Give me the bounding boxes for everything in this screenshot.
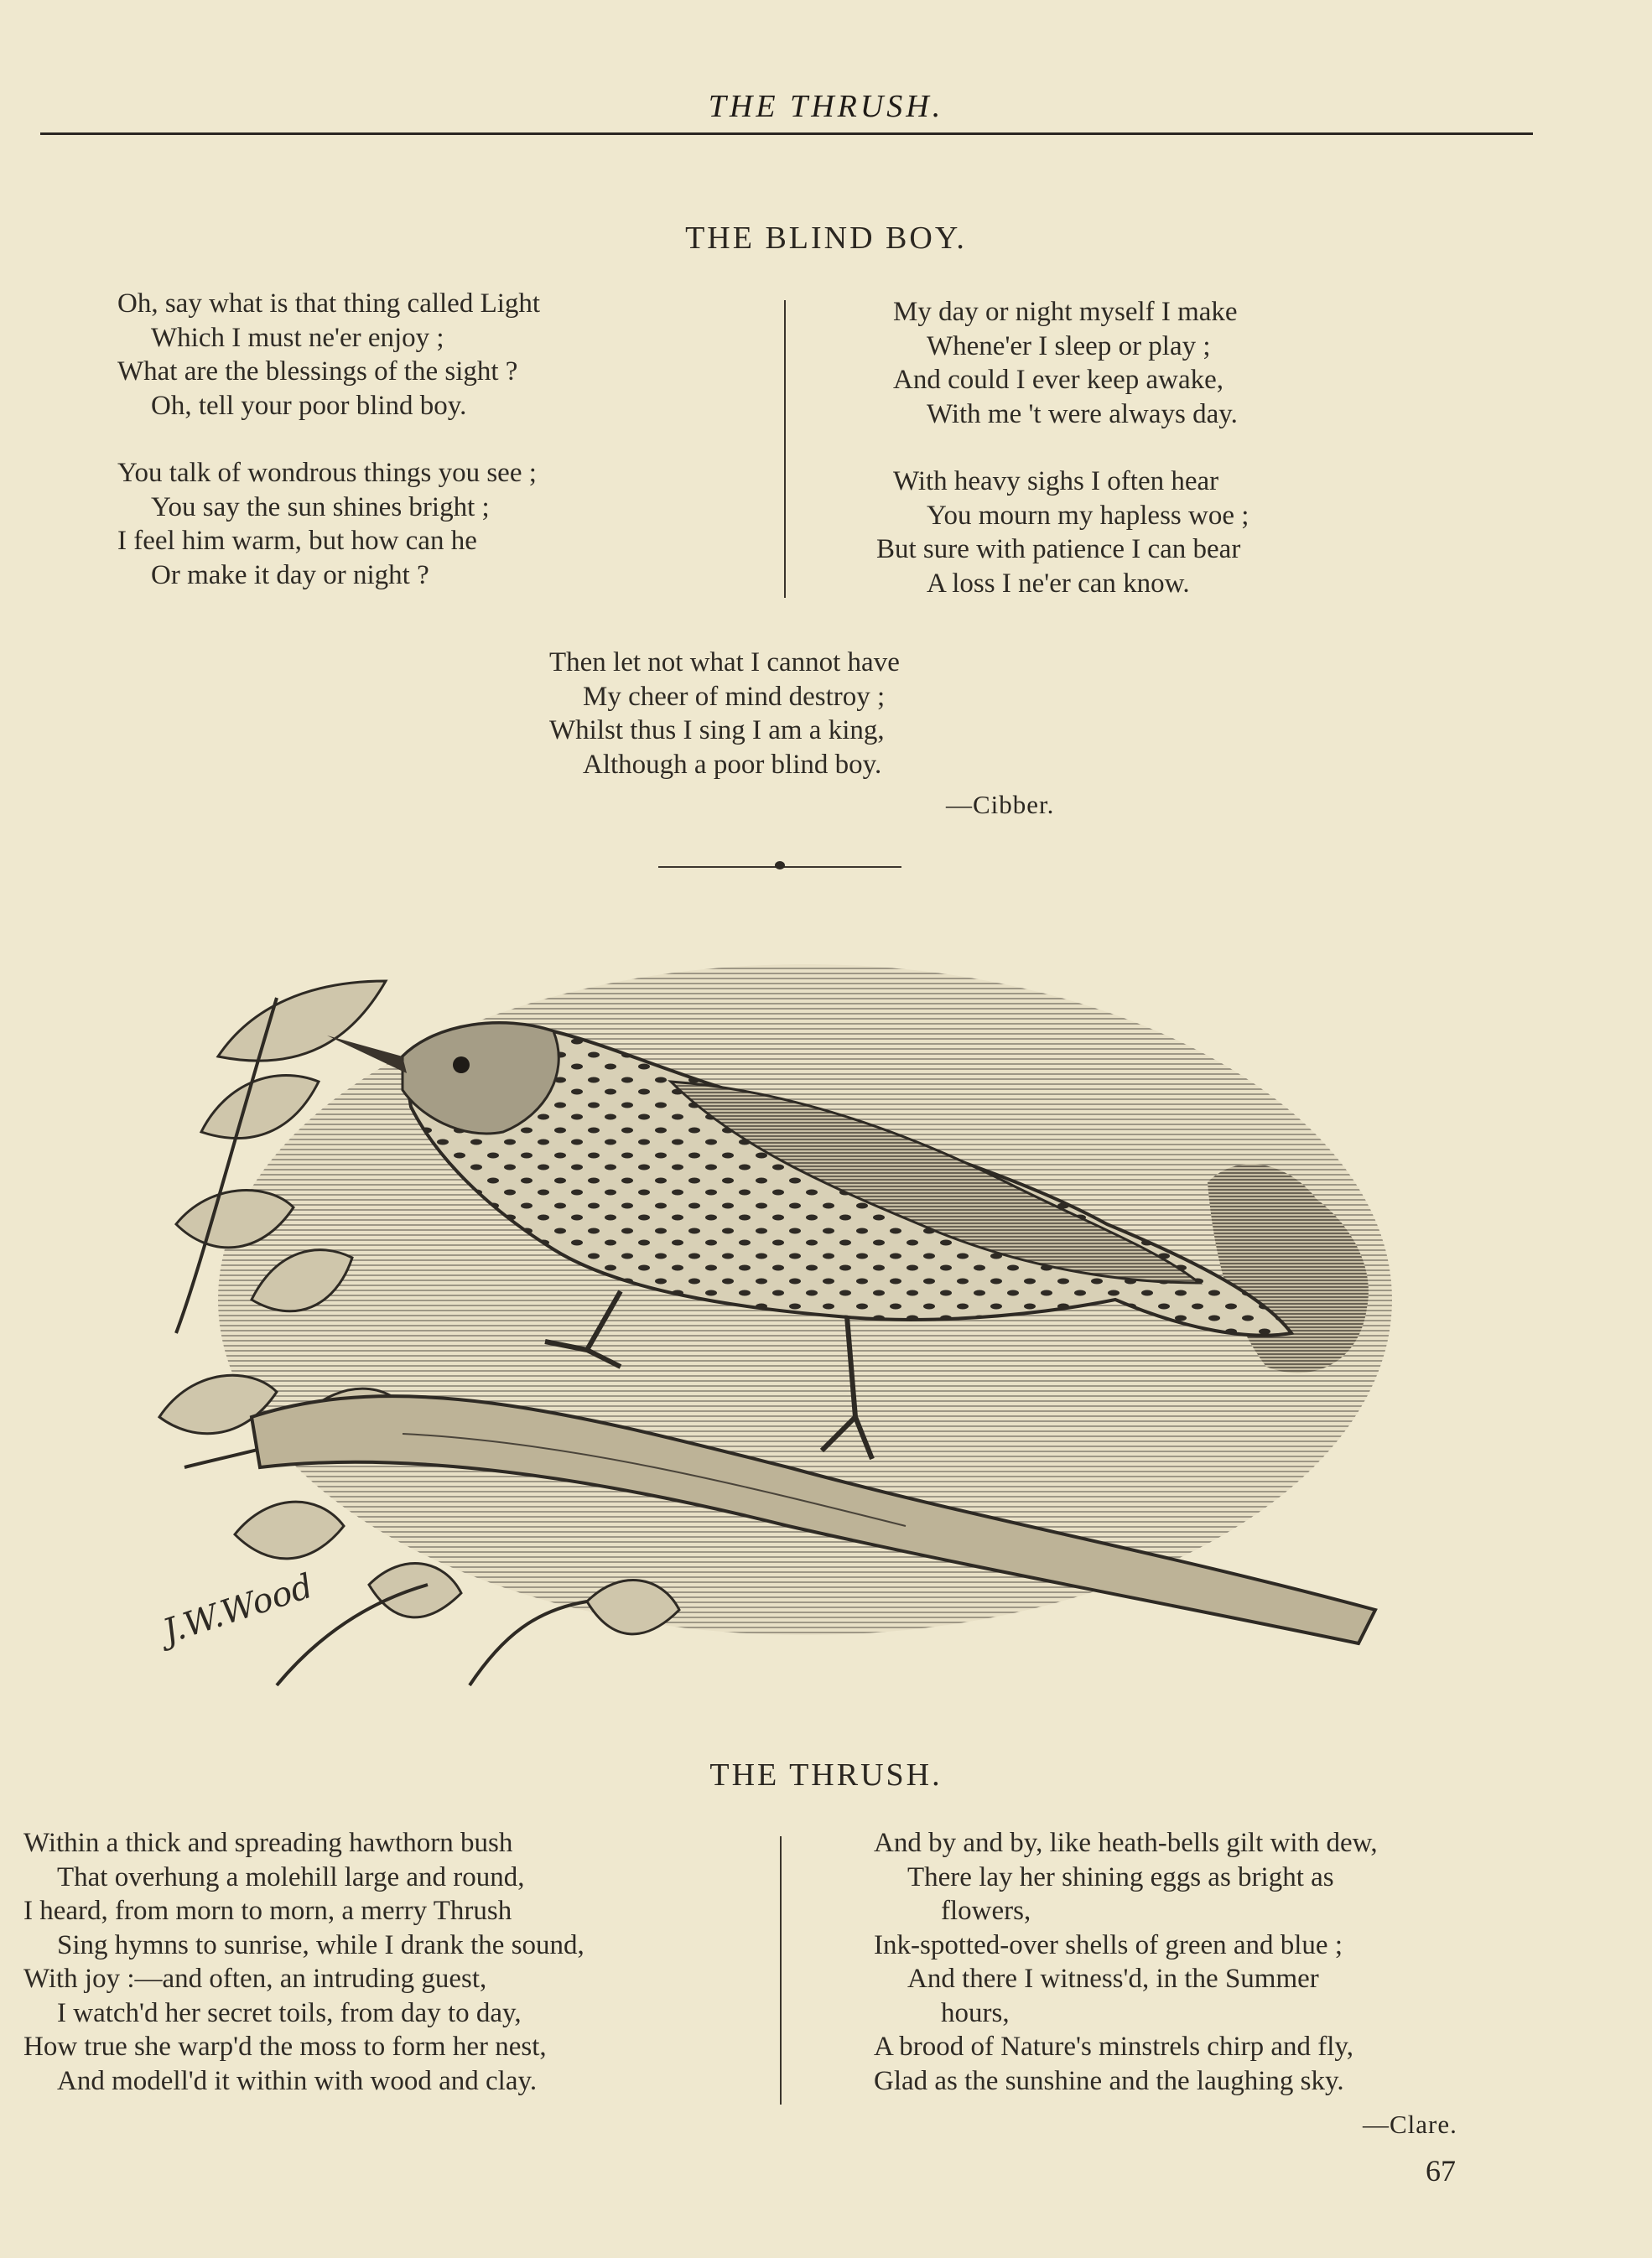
thrush-engraving <box>151 947 1409 1719</box>
verse-line: hours, <box>941 1997 1010 2028</box>
verse-line: With joy :—and often, an intruding guest, <box>23 1964 487 1994</box>
verse-line: A loss I ne'er can know. <box>927 568 1190 599</box>
poem-title-thrush: THE THRUSH. <box>709 1757 943 1793</box>
column-rule <box>780 1836 782 2105</box>
verse-line: flowers, <box>941 1896 1031 1926</box>
verse-line: You say the sun shines bright ; <box>151 491 490 522</box>
verse-line: And modell'd it within with wood and clay. <box>57 2065 538 2096</box>
verse-line: How true she warp'd the moss to form her nest, <box>23 2032 547 2062</box>
verse-line: With me 't were always day. <box>927 398 1238 429</box>
blind-boy-right-column <box>876 295 1249 600</box>
verse-line: With heavy sighs I often hear <box>893 466 1219 496</box>
verse-line: That overhung a molehill large and round, <box>57 1861 525 1892</box>
verse-line: But sure with patience I can bear <box>876 534 1241 564</box>
verse-line: Whilst thus I sing I am a king, <box>549 715 885 745</box>
verse-line: Oh, say what is that thing called Light <box>117 288 541 319</box>
verse-line: And there I witness'd, in the Summer <box>907 1964 1319 1994</box>
verse-line: What are the blessings of the sight ? <box>117 356 518 387</box>
verse-line: Then let not what I cannot have <box>549 647 900 677</box>
verse-line: Whene'er I sleep or play ; <box>927 330 1211 361</box>
thrush-left-column <box>23 1826 584 2098</box>
verse-line: Sing hymns to sunrise, while I drank the sound, <box>57 1929 584 1960</box>
verse-line: My cheer of mind destroy ; <box>583 681 886 712</box>
verse-line: Which I must ne'er enjoy ; <box>151 322 444 353</box>
blind-boy-final-stanza <box>549 646 900 781</box>
verse-line: Glad as the sunshine and the laughing sky. <box>874 2065 1344 2096</box>
verse-line: You talk of wondrous things you see ; <box>117 458 537 488</box>
verse-line: My day or night myself I make <box>893 297 1238 327</box>
verse-line: Or make it day or night ? <box>151 559 429 590</box>
running-head: THE THRUSH. <box>708 89 944 124</box>
header-rule <box>40 132 1533 135</box>
column-rule <box>784 300 786 598</box>
verse-line: Although a poor blind boy. <box>583 749 882 780</box>
verse-line: And could I ever keep awake, <box>893 365 1223 395</box>
verse-line: Oh, tell your poor blind boy. <box>151 390 467 421</box>
page-number: 67 <box>1426 2154 1456 2188</box>
verse-line: I feel him warm, but how can he <box>117 526 477 556</box>
verse-line: Within a thick and spreading hawthorn bush <box>23 1828 513 1858</box>
verse-line: Ink-spotted-over shells of green and blue ; <box>874 1929 1343 1960</box>
verse-line: A brood of Nature's minstrels chirp and fly, <box>874 2032 1354 2062</box>
divider-ornament <box>775 861 785 869</box>
attribution-clare: —Clare. <box>1363 2110 1457 2139</box>
verse-line: I heard, from morn to morn, a merry Thrush <box>23 1896 512 1926</box>
verse-line: There lay her shining eggs as bright as <box>907 1861 1334 1892</box>
poem-title-blind-boy: THE BLIND BOY. <box>685 221 967 256</box>
verse-line: I watch'd her secret toils, from day to day, <box>57 1997 522 2028</box>
attribution-cibber: —Cibber. <box>946 790 1055 819</box>
engraver-signature: J.W.Wood <box>158 1566 318 1652</box>
verse-line: And by and by, like heath-bells gilt with dew, <box>874 1828 1378 1858</box>
blind-boy-left-column <box>117 287 540 592</box>
verse-line: You mourn my hapless woe ; <box>927 500 1249 531</box>
thrush-right-column <box>874 1826 1378 2098</box>
